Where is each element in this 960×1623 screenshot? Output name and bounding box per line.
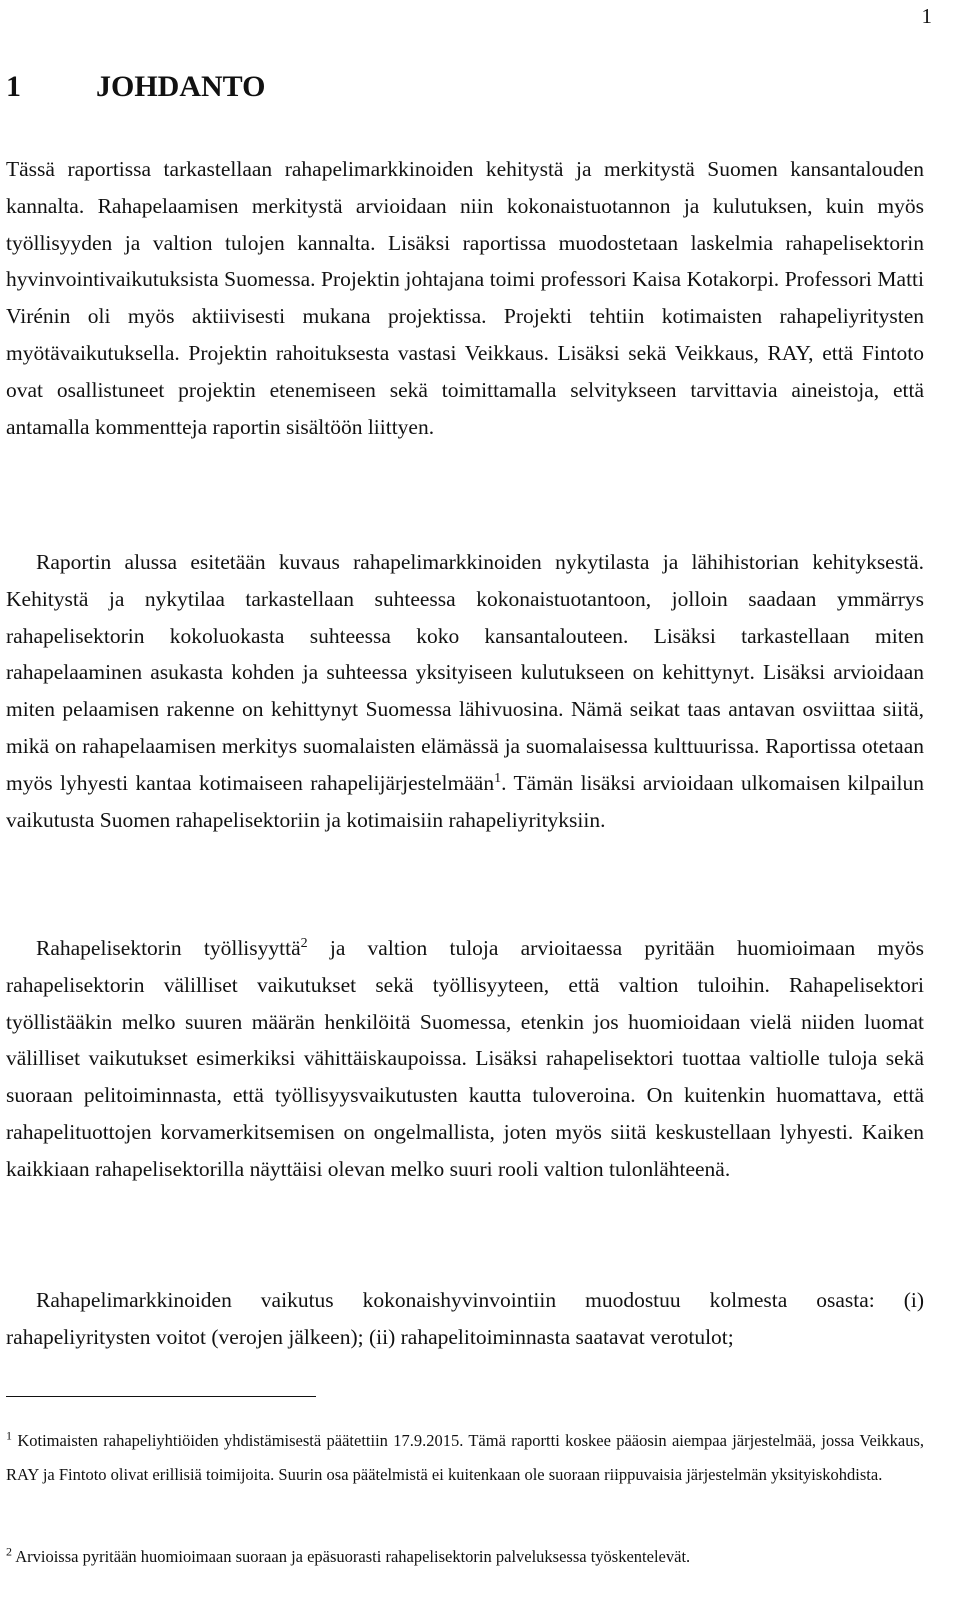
paragraph-text: Raportin alussa esitetään kuvaus rahapelimarkkinoiden nykytilasta ja lähihistorian kehityksestä. Kehitystä ja nykytilaa tarkastellaan suhteessa kokonaistuotantoon, jolloin saadaan ymmärrys rahapelisektorin kokoluokasta suhteessa koko kansantalouteen. Lisäksi tarkastellaan miten rahapelaaminen asukasta kohden ja suhteessa yksityiseen kulutukseen on kehittynyt. Lisäksi arvioidaan miten pelaamisen rakenne on kehittynyt Suomessa lähivuosina. Nämä seikat taas antavan osviittaa siitä, mikä on rahapelaamisen merkitys suomalaisten elämässä ja suomalaisessa kulttuurissa. Raportissa otetaan myös lyhyesti kantaa kotimaiseen rahapelijärjestelmään — [6, 550, 924, 795]
page-number: 1 — [921, 4, 932, 28]
footnote — [6, 1424, 924, 1491]
body-paragraph — [6, 930, 924, 1188]
body-paragraph — [6, 151, 924, 445]
paragraph-text: . Tämän lisäksi arvioidaan ulkomaisen kilpailun vaikutusta Suomen rahapelisektoriin ja kotimaisiin rahapeliyrityksiin. — [6, 770, 924, 832]
paragraph-text: ja valtion tuloja arvioitaessa pyritään huomioimaan myös rahapelisektorin välilliset vaikutukset sekä työllisyyteen, että valtion tuloihin. Rahapelisektori työllistääkin melko suuren määrän henkilöitä Suomessa, etenkin jos huomioidaan vielä niiden luomat välilliset vaikutukset esimerkiksi vähittäiskaupoissa. Lisäksi rahapelisektori tuottaa valtiolle tuloja sekä suoraan pelitoiminnasta, että työllisyysvaikutusten kautta tuloveroina. On kuitenkin huomattava, että rahapelituottojen korvamerkitsemisen on ongelmallista, joten myös siitä keskustellaan lyhyesti. Kaiken kaikkiaan rahapelisektorilla näyttäisi olevan melko suuri rooli valtion tulonlähteenä. — [6, 936, 924, 1181]
paragraph-text: Rahapelisektorin työllisyyttä — [36, 936, 301, 960]
body-paragraph — [6, 1282, 924, 1356]
paragraph-text: Tässä raportissa tarkastellaan rahapelimarkkinoiden kehitystä ja merkitystä Suomen kansantalouden kannalta. Rahapelaamisen merkitystä arvioidaan niin kokonaistuotannon ja kulutuksen, kuin myös työllisyyden ja valtion tulojen kannalta. Lisäksi raportissa muodostetaan laskelmia rahapelisektorin hyvinvointivaikutuksista Suomessa. Projektin johtajana toimi professori Kaisa Kotakorpi. Professori Matti Virénin oli myös aktiivisesti mukana projektissa. Projekti tehtiin kotimaisten rahapeliyritysten myötävaikutuksella. Projektin rahoituksesta vastasi Veikkaus. Lisäksi sekä Veikkaus, RAY, että Fintoto ovat osallistuneet projektin etenemiseen sekä toimittamalla selvitykseen tarvittavia aineistoja, että antamalla kommentteja raportin sisältöön liittyen. — [6, 157, 924, 439]
footnote-reference[interactable]: 2 — [300, 935, 308, 951]
footnote-marker: 1 — [6, 1428, 12, 1443]
footnote-marker: 2 — [6, 1544, 12, 1559]
footnote-reference[interactable]: 1 — [494, 770, 502, 786]
paragraph-text: Rahapelimarkkinoiden vaikutus kokonaishyvinvointiin muodostuu kolmesta osasta: (i) rahapeliyritysten voitot (verojen jälkeen); (ii) rahapelitoiminnasta saatavat verotulot; — [6, 1288, 924, 1349]
chapter-title: JOHDANTO — [96, 70, 266, 103]
footnote-text: Kotimaisten rahapeliyhtiöiden yhdistämisestä päätettiin 17.9.2015. Tämä raportti koskee pääosin aiempaa järjestelmää, jossa Veikkaus, RAY ja Fintoto olivat erillisiä toimijoita. Suurin osa päätelmistä ei kuitenkaan ole suoraan riippuvaisia järjestelmän yksityiskohdista. — [6, 1431, 924, 1484]
body-paragraph — [6, 544, 924, 838]
footnote-text: Arvioissa pyritään huomioimaan suoraan ja epäsuorasti rahapelisektorin palveluksessa työskentelevät. — [15, 1547, 691, 1566]
footnote — [6, 1540, 924, 1574]
footnote-separator — [6, 1396, 316, 1397]
chapter-heading — [6, 70, 265, 104]
chapter-number: 1 — [6, 70, 21, 103]
